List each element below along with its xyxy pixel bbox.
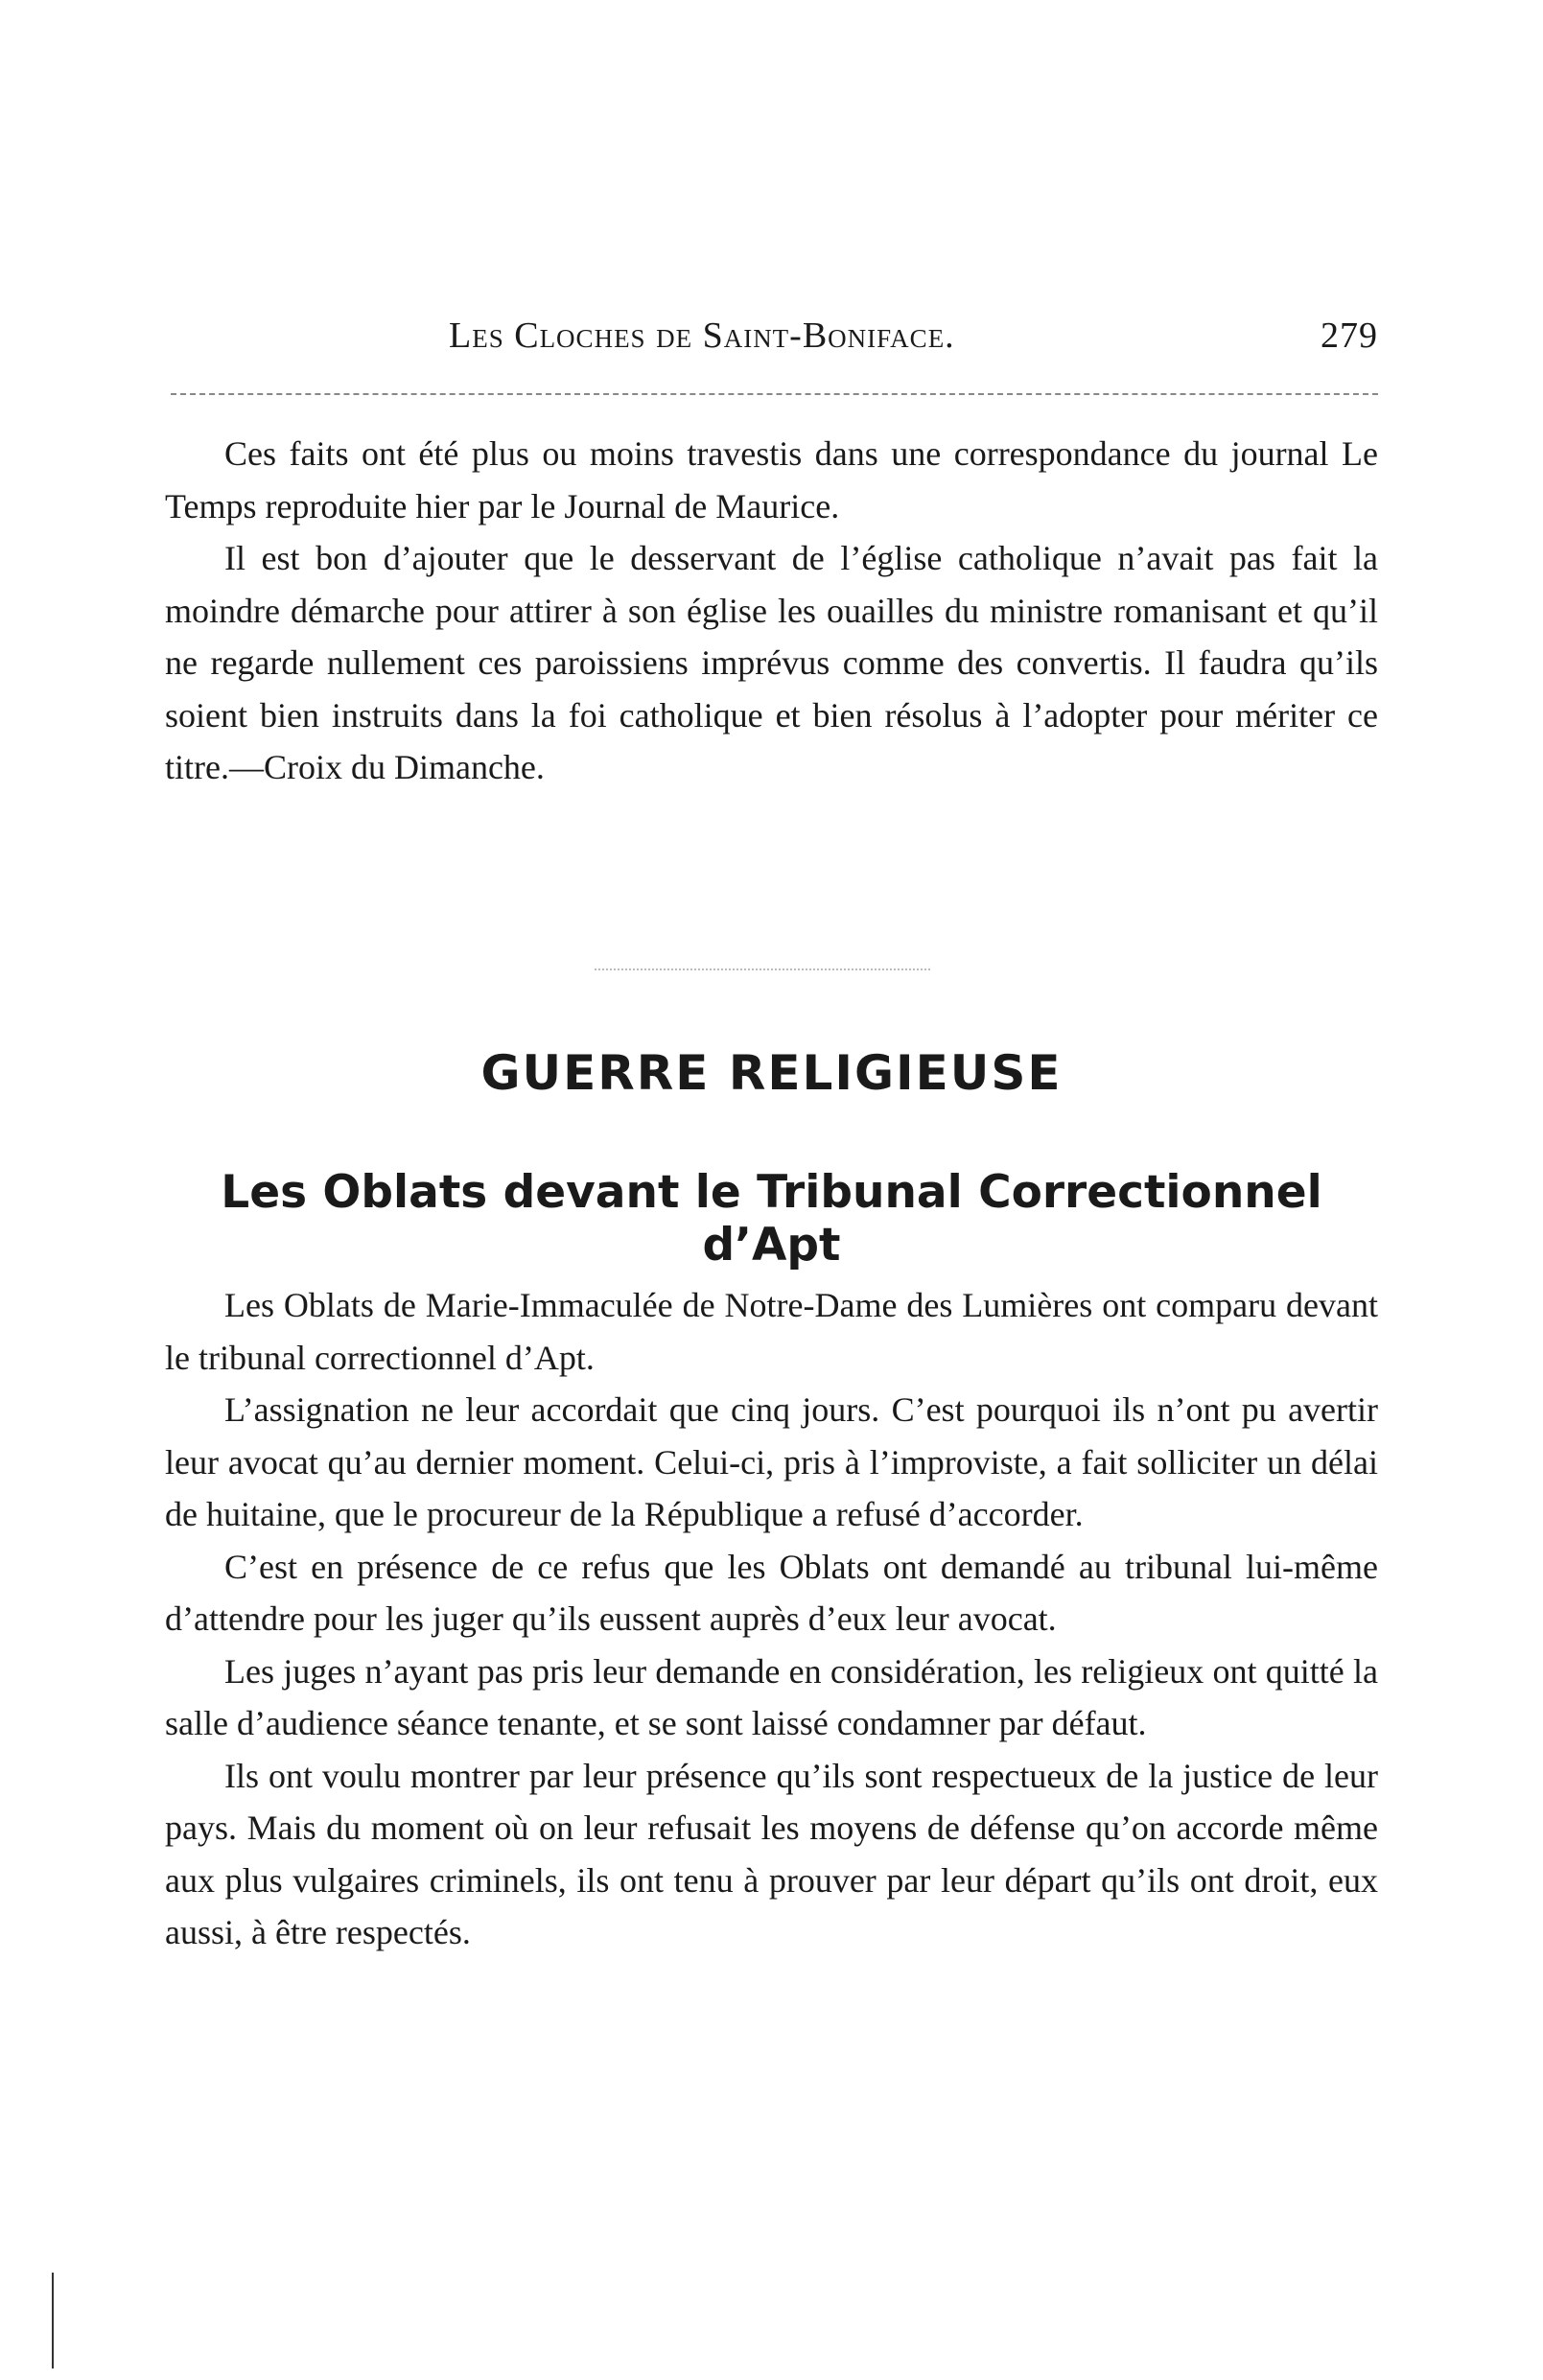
- section-divider: [595, 968, 930, 970]
- header-rule: [171, 393, 1378, 395]
- upper-text-block: [165, 428, 1378, 794]
- paragraph: Ces faits ont été plus ou moins travestis dans une correspondance du journal Le Temps reproduite hier par le Journal de Maurice.: [165, 434, 1378, 525]
- paragraph: Ils ont voulu montrer par leur présence qu’ils sont respectueux de la justice de leur pays. Mais du moment où on leur refusait les moyens de défense qu’on accorde même aux plus vulgaires criminels, ils ont tenu à prouver par leur départ qu’ils ont droit, eux aussi, à être respectés.: [165, 1756, 1378, 1951]
- section-subtitle: Les Oblats devant le Tribunal Correctionnel d’Apt: [221, 1166, 1322, 1272]
- paragraph: Les Oblats de Marie-Immaculée de Notre-Dame des Lumières ont comparu devant le tribunal correctionnel d’Apt.: [165, 1286, 1378, 1377]
- running-head: [171, 307, 1378, 364]
- paragraph: C’est en présence de ce refus que les Oblats ont demandé au tribunal lui-même d’attendre pour les juger qu’ils eussent auprès d’eux leur avocat.: [165, 1547, 1378, 1638]
- paragraph: L’assignation ne leur accordait que cinq jours. C’est pourquoi ils n’ont pu avertir leur avocat qu’au dernier moment. Celui-ci, pris à l’improviste, a fait solliciter un délai de huitaine, que le procureur de la République a refusé d’accorder.: [165, 1390, 1378, 1533]
- paragraph: Il est bon d’ajouter que le desservant de l’église catholique n’avait pas fait la moindre démarche pour attirer à son église les ouailles du ministre romanisant et qu’il ne regarde nullement ces paroissiens imprévus comme des convertis. Il faudra qu’ils soient bien instruits dans la foi catholique et bien résolus à l’adopter pour mériter ce titre.—Croix du Dimanche.: [165, 539, 1378, 786]
- margin-mark: [52, 2273, 54, 2368]
- running-title: Les Cloches de Saint-Boniface.: [449, 315, 955, 356]
- paragraph: Les juges n’ayant pas pris leur demande en considération, les religieux ont quitté la salle d’audience séance tenante, et se sont laissé condamner par défaut.: [165, 1651, 1378, 1742]
- page-number: 279: [1321, 315, 1378, 356]
- section-title: GUERRE RELIGIEUSE: [480, 1045, 1063, 1101]
- lower-text-block: [165, 1279, 1378, 1959]
